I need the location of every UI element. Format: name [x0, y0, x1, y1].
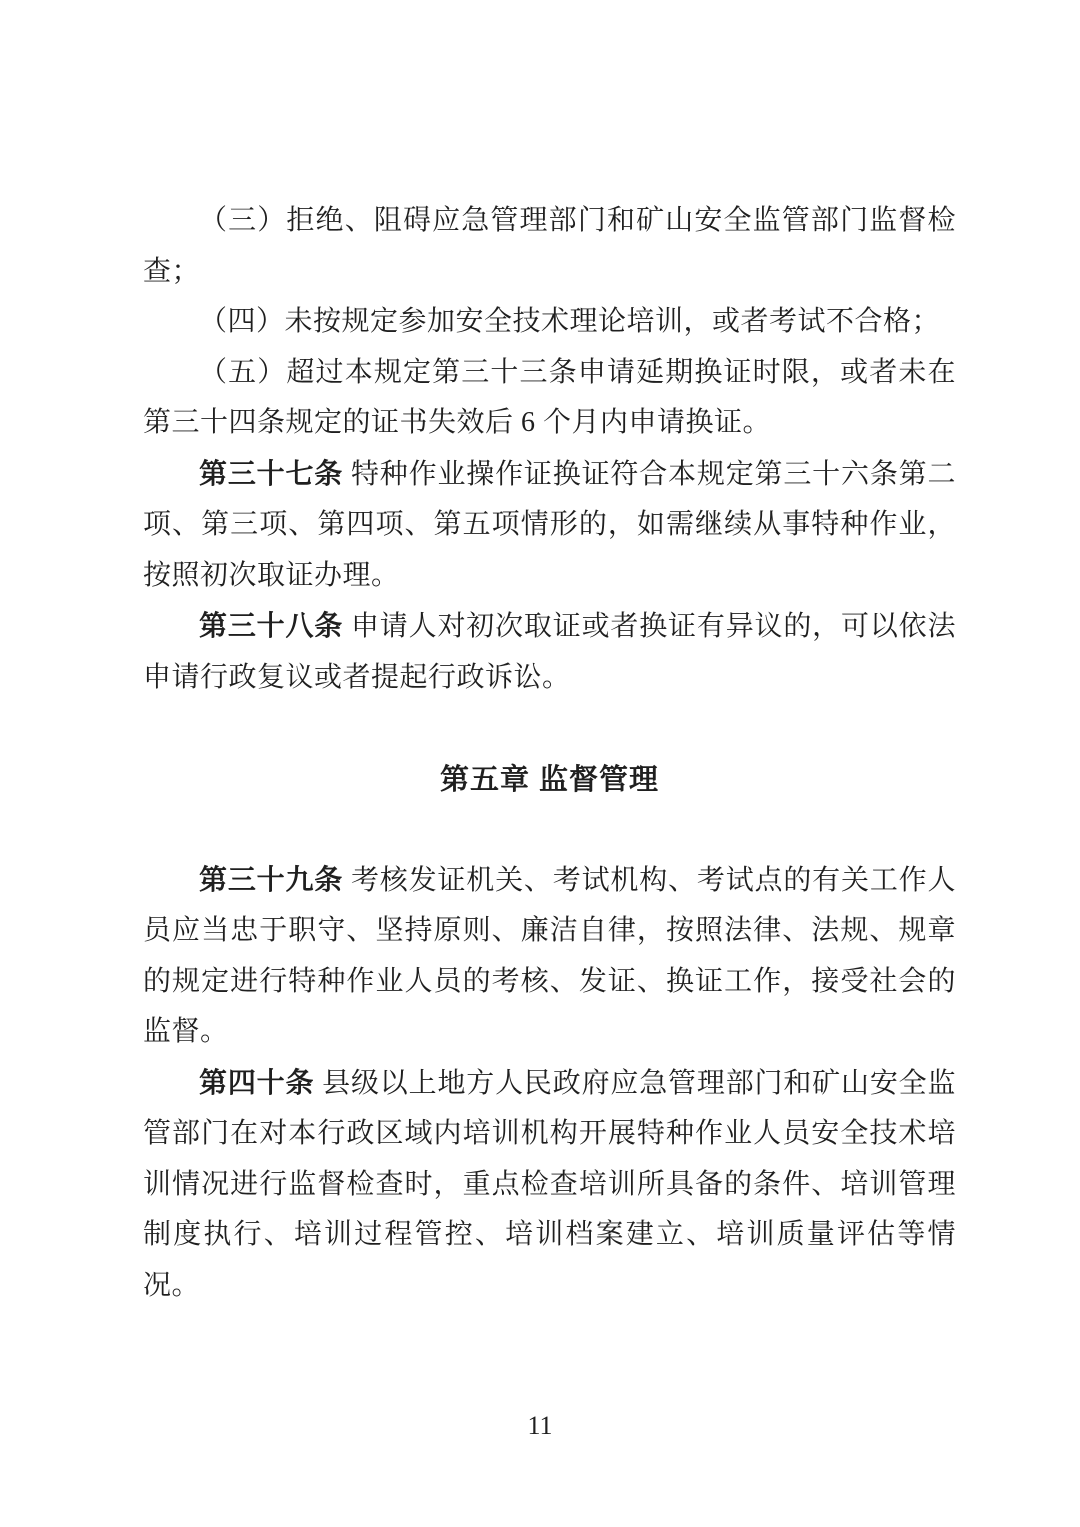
chapter-heading-text: 第五章 监督管理	[439, 764, 660, 796]
paragraph	[143, 297, 956, 348]
paragraph	[143, 196, 956, 297]
paragraph-text: 特种作业操作证换证符合本规定第三十六条第二项、第三项、第四项、第五项情形的，如需继续从事特种作业，按照初次取证办理。	[143, 458, 956, 591]
paragraph-text: （三）拒绝、阻碍应急管理部门和矿山安全监管部门监督检查；	[143, 205, 956, 287]
paragraph	[143, 601, 956, 703]
paragraph	[143, 449, 956, 602]
article-number: 第三十八条	[199, 610, 344, 641]
article-number: 第三十七条	[199, 457, 344, 489]
paragraph-text: 考核发证机关、考试机构、考试点的有关工作人员应当忠于职守、坚持原则、廉洁自律，按照法律、法规、规章的规定进行特种作业人员的考核、发证、换证工作，接受社会的监督。	[143, 864, 956, 1047]
article-number: 第三十九条	[199, 863, 344, 895]
article-number: 第四十条	[199, 1066, 315, 1098]
paragraph-text: 县级以上地方人民政府应急管理部门和矿山安全监管部门在对本行政区域内培训机构开展特种作业人员安全技术培训情况进行监督检查时，重点检查培训所具备的条件、培训管理制度执行、培训过程管控、培训档案建立、培训质量评估等情况。	[143, 1067, 956, 1301]
paragraph	[143, 348, 956, 449]
document-content	[143, 196, 956, 1311]
paragraph	[143, 855, 956, 1058]
paragraph-text: （五）超过本规定第三十三条申请延期换证时限，或者未在第三十四条规定的证书失效后 6 个月内申请换证。	[143, 356, 956, 438]
paragraph-text: 申请人对初次取证或者换证有异议的，可以依法申请行政复议或者提起行政诉讼。	[143, 611, 956, 693]
page-number: 11	[527, 1411, 553, 1440]
paragraph-text: （四）未按规定参加安全技术理论培训，或者考试不合格；	[199, 306, 941, 337]
paragraph	[143, 1058, 956, 1312]
chapter-heading	[143, 755, 956, 806]
